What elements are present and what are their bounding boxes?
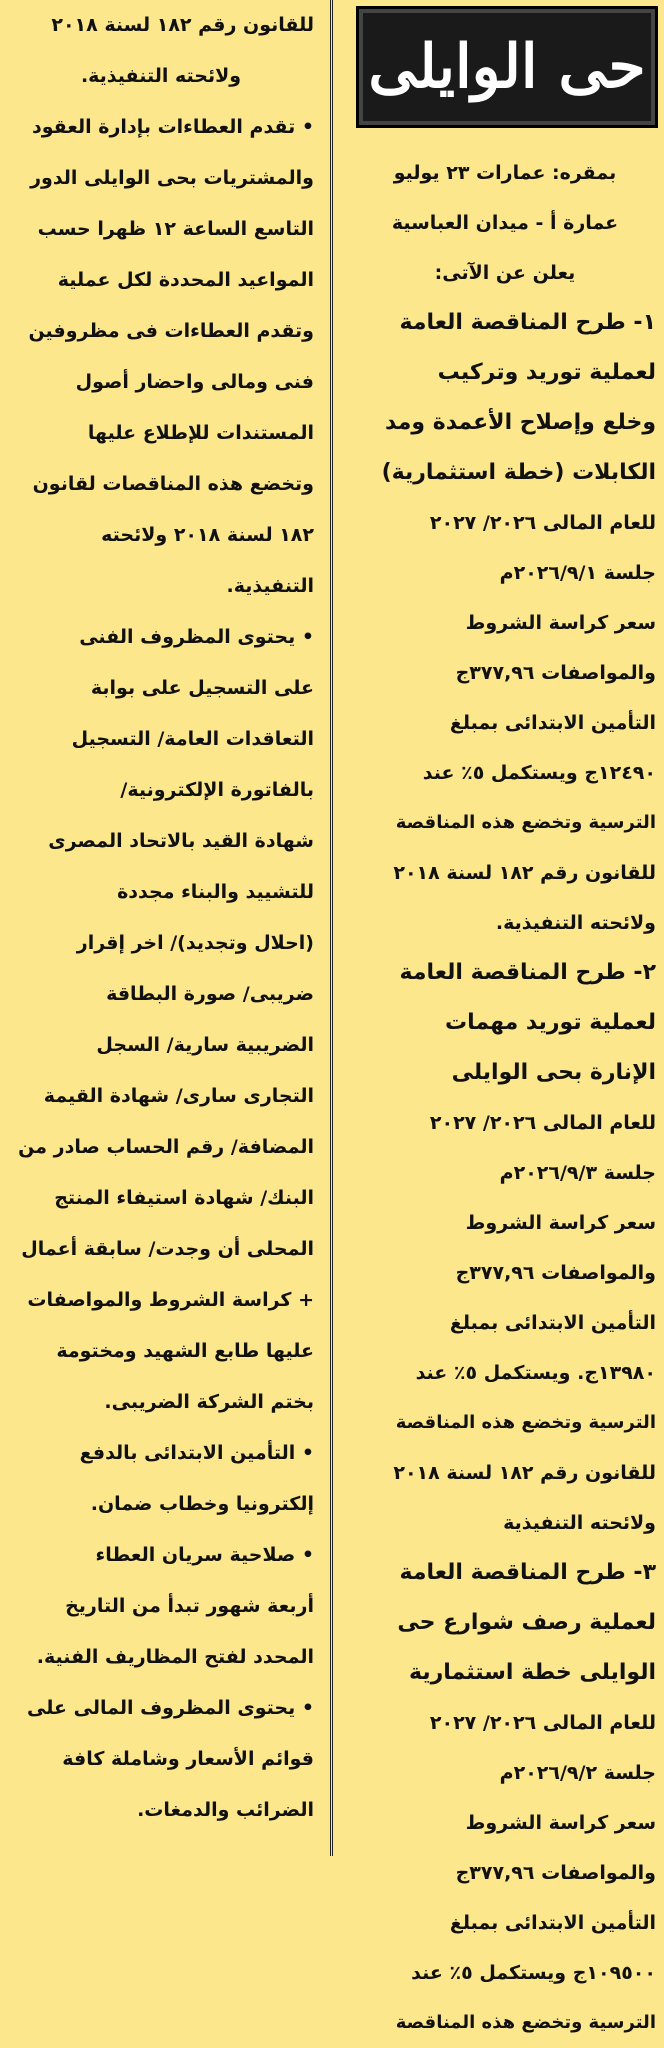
text-line: الترسية وتخضع هذه المناقصة bbox=[395, 812, 656, 833]
text-line: سعر كراسة الشروط bbox=[465, 1212, 656, 1234]
text-line: المستندات للإطلاع عليها bbox=[87, 422, 314, 444]
bullet-item: • تقدم العطاءات بإدارة العقود bbox=[31, 116, 314, 138]
text-line: التاسع الساعة ١٢ ظهرا حسب bbox=[37, 218, 314, 240]
text-line: عمارة أ - ميدان العباسية bbox=[391, 212, 619, 234]
text-line: وتخضع هذه المناقصات لقانون bbox=[32, 473, 314, 495]
tender-heading: ٣- طرح المناقصة العامة bbox=[399, 1560, 656, 1585]
text-line: للقانون رقم ١٨٢ لسنة ٢٠١٨ bbox=[51, 14, 314, 36]
text-line: التجارى سارى/ شهادة القيمة bbox=[43, 1085, 314, 1107]
text-line: جلسة ٢٠٢٦/٩/١م bbox=[499, 562, 656, 584]
text-line: التأمين الابتدائى بمبلغ bbox=[449, 1312, 656, 1334]
text-line: فنى ومالى واحضار أصول bbox=[75, 371, 314, 393]
text-line: سعر كراسة الشروط bbox=[465, 1812, 656, 1834]
text-line: + كراسة الشروط والمواصفات bbox=[27, 1289, 314, 1311]
text-line: التعاقدات العامة/ التسجيل bbox=[71, 728, 314, 750]
text-line: إلكترونيا وخطاب ضمان. bbox=[90, 1493, 314, 1515]
text-line: ١٢٤٩٠ج ويستكمل ٥٪ عند bbox=[422, 762, 656, 784]
text-line: للعام المالى ٢٠٢٦/ ٢٠٢٧ bbox=[429, 1112, 656, 1134]
text-line: للعام المالى ٢٠٢٦/ ٢٠٢٧ bbox=[429, 512, 656, 534]
text-line: للعام المالى ٢٠٢٦/ ٢٠٢٧ bbox=[429, 1712, 656, 1734]
tender-heading: الإنارة بحى الوايلى bbox=[451, 1060, 656, 1085]
text-line: بالفاتورة الإلكترونية/ bbox=[120, 779, 314, 801]
bullet-item: • يحتوى المظروف الفنى bbox=[79, 626, 314, 648]
tender-heading: ١- طرح المناقصة العامة bbox=[399, 310, 656, 335]
text-line: ضريبى/ صورة البطاقة bbox=[106, 983, 314, 1005]
text-line: المحلى أن وجدت/ سابقة أعمال bbox=[21, 1238, 314, 1260]
text-line: ولائحته التنفيذية. bbox=[495, 912, 656, 934]
ad-title: حى الوايلى bbox=[356, 6, 658, 128]
text-line: يعلن عن الآتى: bbox=[434, 262, 576, 284]
text-line: التأمين الابتدائى بمبلغ bbox=[449, 1912, 656, 1934]
text-line: والمواصفات ٣٧٧,٩٦ج bbox=[455, 1262, 656, 1284]
text-line: الترسية وتخضع هذه المناقصة bbox=[395, 2012, 656, 2033]
text-line: والمواصفات ٣٧٧,٩٦ج bbox=[455, 662, 656, 684]
text-line: جلسة ٢٠٢٦/٩/٢م bbox=[499, 1762, 656, 1784]
text-line: البنك/ شهادة استيفاء المنتج bbox=[54, 1187, 314, 1209]
text-line: للتشييد والبناء مجددة bbox=[117, 881, 314, 903]
text-line: الضرائب والدمغات. bbox=[137, 1799, 314, 1821]
text-line: قوائم الأسعار وشاملة كافة bbox=[62, 1748, 314, 1770]
left-column-body bbox=[0, 0, 322, 1836]
text-line: ١٠٩٥٠٠ج ويستكمل ٥٪ عند bbox=[411, 1962, 656, 1984]
tender-heading: الوايلى خطة استثمارية bbox=[409, 1660, 656, 1685]
text-line: سعر كراسة الشروط bbox=[465, 612, 656, 634]
text-line: بختم الشركة الضريبى. bbox=[104, 1391, 314, 1413]
text-line: للقانون رقم ١٨٢ لسنة ٢٠١٨ bbox=[393, 862, 656, 884]
text-line: الترسية وتخضع هذه المناقصة bbox=[395, 1412, 656, 1433]
tender-heading: الكابلات (خطة استثمارية) bbox=[381, 460, 656, 485]
text-line: التنفيذية. bbox=[226, 575, 314, 597]
tender-heading: لعملية توريد وتركيب bbox=[437, 360, 656, 385]
text-line: وتقدم العطاءات فى مظروفين bbox=[28, 320, 314, 342]
text-line: المضافة/ رقم الحساب صادر من bbox=[18, 1136, 314, 1158]
text-line: جلسة ٢٠٢٦/٩/٣م bbox=[499, 1162, 656, 1184]
bullet-item: • صلاحية سريان العطاء bbox=[95, 1544, 314, 1566]
text-line: عليها طابع الشهيد ومختومة bbox=[56, 1340, 314, 1362]
tender-heading: وخلع وإصلاح الأعمدة ومد bbox=[385, 410, 656, 435]
text-line: التأمين الابتدائى بمبلغ bbox=[449, 712, 656, 734]
text-line: المواعيد المحددة لكل عملية bbox=[57, 269, 314, 291]
bullet-item: • يحتوى المظروف المالى على bbox=[27, 1697, 314, 1719]
right-column bbox=[346, 0, 664, 2033]
text-line: والمواصفات ٣٧٧,٩٦ج bbox=[455, 1862, 656, 1884]
text-line: للقانون رقم ١٨٢ لسنة ٢٠١٨ bbox=[393, 1462, 656, 1484]
bullet-item: • التأمين الابتدائى بالدفع bbox=[79, 1442, 314, 1464]
right-column-body bbox=[346, 148, 664, 2048]
left-column bbox=[0, 0, 322, 1856]
text-line: بمقره: عمارات ٢٣ يوليو bbox=[393, 162, 617, 184]
text-line: شهادة القيد بالاتحاد المصرى bbox=[48, 830, 314, 852]
text-line: على التسجيل على بوابة bbox=[90, 677, 314, 699]
text-line: (احلال وتجديد)/ اخر إقرار bbox=[76, 932, 314, 954]
text-line: ١٨٢ لسنة ٢٠١٨ ولائحته bbox=[101, 524, 314, 546]
text-line: ولائحته التنفيذية bbox=[503, 1512, 656, 1534]
text-line: ولائحته التنفيذية. bbox=[80, 65, 242, 87]
text-line: المحدد لفتح المظاريف الفنية. bbox=[36, 1646, 314, 1668]
tender-heading: لعملية توريد مهمات bbox=[445, 1010, 656, 1035]
text-line: أربعة شهور تبدأ من التاريخ bbox=[65, 1595, 314, 1617]
column-divider bbox=[330, 0, 333, 1856]
tender-heading: ٢- طرح المناقصة العامة bbox=[399, 960, 656, 985]
text-line: الضريبية سارية/ السجل bbox=[96, 1034, 314, 1056]
text-line: ١٣٩٨٠ج. ويستكمل ٥٪ عند bbox=[415, 1362, 656, 1384]
text-line: والمشتريات بحى الوايلى الدور bbox=[30, 167, 314, 189]
tender-heading: لعملية رصف شوارع حى bbox=[397, 1610, 656, 1635]
